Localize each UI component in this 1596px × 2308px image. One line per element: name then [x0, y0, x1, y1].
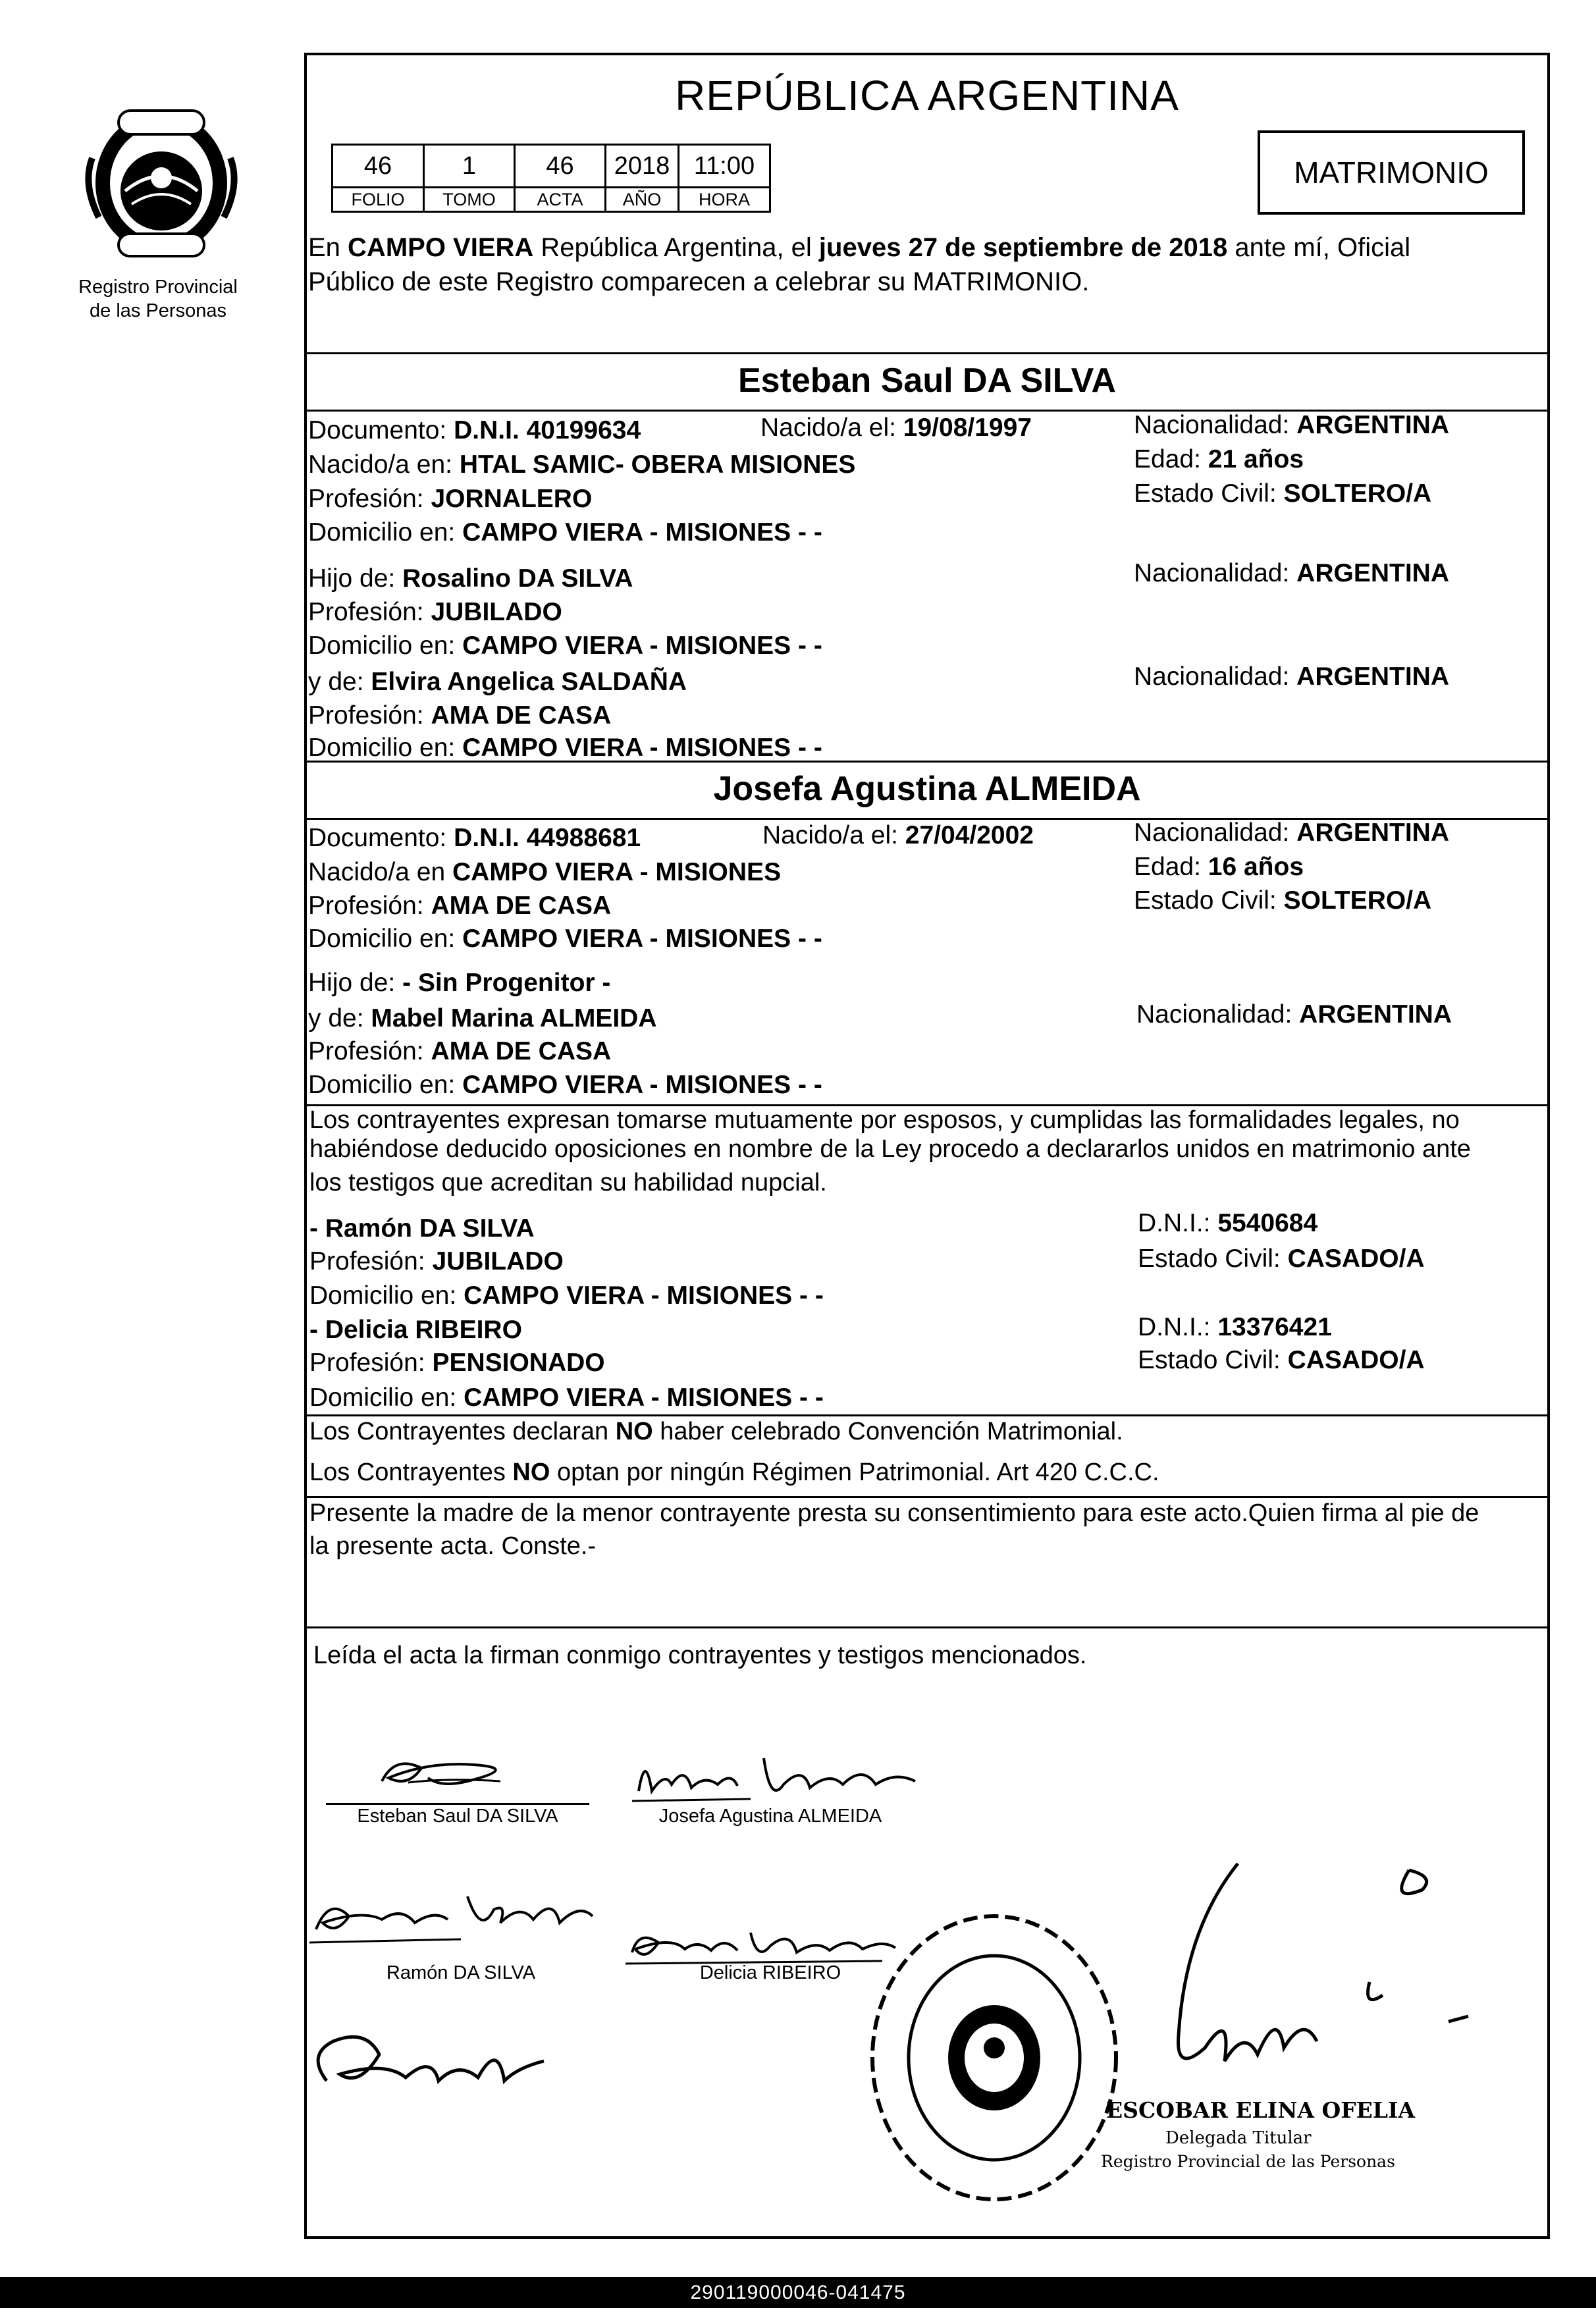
acta-value: 46	[515, 145, 606, 188]
declaration-line-1: Los contrayentes expresan tomarse mutuamente por esposos, y cumplidas las formalidades legales, no	[309, 1106, 1460, 1134]
regime-line-1: Los Contrayentes declaran NO haber celebrado Convención Matrimonial.	[309, 1418, 1123, 1445]
groom-mother-profession: Profesión: AMA DE CASA	[308, 701, 612, 730]
groom-father-nationality: Nacionalidad: ARGENTINA	[1134, 559, 1450, 587]
witness-1-dni: D.N.I.: 5540684	[1138, 1209, 1318, 1237]
witness-2-civil-status: Estado Civil: CASADO/A	[1138, 1346, 1425, 1374]
witness-1-civil-status: Estado Civil: CASADO/A	[1138, 1245, 1425, 1273]
bride-father: Hijo de: - Sin Progenitor -	[308, 969, 611, 997]
tomo-value: 1	[424, 145, 515, 188]
divider	[304, 1626, 1550, 1628]
anio-label: AÑO	[606, 188, 679, 212]
groom-mother-nationality: Nacionalidad: ARGENTINA	[1134, 662, 1450, 691]
declaration-line-2: habiéndose deducido oposiciones en nombre de la Ley procedo a declararlos unidos en matrimonio ante	[309, 1135, 1471, 1163]
witness-2-name: - Delicia RIBEIRO	[309, 1316, 522, 1344]
groom-mother: y de: Elvira Angelica SALDAÑA	[308, 668, 687, 696]
groom-address: Domicilio en: CAMPO VIERA - MISIONES - -	[308, 518, 822, 547]
bride-nationality: Nacionalidad: ARGENTINA	[1134, 819, 1450, 847]
document-id-footer: 290119000046-041475	[0, 2277, 1596, 2308]
hora-label: HORA	[679, 188, 770, 212]
bride-address: Domicilio en: CAMPO VIERA - MISIONES - -	[308, 925, 822, 953]
witness-1-signature-label: Ramón DA SILVA	[386, 1962, 536, 1983]
page-title: REPÚBLICA ARGENTINA	[675, 72, 1179, 119]
closing-statement: Leída el acta la firman conmigo contrayentes y testigos mencionados.	[313, 1642, 1087, 1669]
acta-label: ACTA	[515, 188, 606, 212]
bride-mother-profession: Profesión: AMA DE CASA	[308, 1037, 612, 1065]
groom-name: Esteban Saul DA SILVA	[737, 362, 1117, 400]
official-title: Delegada Titular	[1165, 2128, 1312, 2148]
witness-1-name: - Ramón DA SILVA	[309, 1214, 535, 1243]
groom-mother-address: Domicilio en: CAMPO VIERA - MISIONES - -	[308, 734, 822, 762]
groom-signature	[369, 1742, 527, 1801]
groom-civil-status: Estado Civil: SOLTERO/A	[1134, 479, 1432, 508]
witness-1-address: Domicilio en: CAMPO VIERA - MISIONES - -	[309, 1281, 824, 1310]
divider	[304, 352, 1550, 354]
official-name: ESCOBAR ELINA OFELIA	[1106, 2097, 1416, 2123]
witness-1-signature	[309, 1883, 619, 1956]
groom-birthplace: Nacido/a en: HTAL SAMIC- OBERA MISIONES	[308, 450, 856, 479]
intro-line-1: En CAMPO VIERA República Argentina, el jueves 27 de septiembre de 2018 ante mí, Oficial	[308, 233, 1411, 262]
witness-2-profession: Profesión: PENSIONADO	[309, 1349, 605, 1377]
groom-father-address: Domicilio en: CAMPO VIERA - MISIONES - -	[308, 631, 822, 660]
folio-value: 46	[332, 145, 424, 188]
witness-2-dni: D.N.I.: 13376421	[1138, 1313, 1332, 1341]
bride-birthplace: Nacido/a en CAMPO VIERA - MISIONES	[308, 858, 782, 886]
anio-value: 2018	[606, 145, 679, 188]
bride-signature	[632, 1745, 935, 1811]
declaration-line-3: los testigos que acreditan su habilidad nupcial.	[309, 1169, 827, 1196]
witness-1-profession: Profesión: JUBILADO	[309, 1247, 564, 1275]
groom-signature-line	[326, 1803, 589, 1805]
official-office: Registro Provincial de las Personas	[1101, 2152, 1395, 2171]
consenting-mother-signature	[307, 2015, 570, 2107]
groom-father-profession: Profesión: JUBILADO	[308, 598, 562, 626]
bride-mother-address: Domicilio en: CAMPO VIERA - MISIONES - -	[308, 1071, 822, 1099]
regime-line-2: Los Contrayentes NO optan por ningún Régimen Patrimonial. Art 420 C.C.C.	[309, 1459, 1159, 1486]
intro-line-2: Público de este Registro comparecen a celebrar su MATRIMONIO.	[308, 267, 1090, 296]
bride-document: Documento: D.N.I. 44988681	[308, 824, 641, 852]
witness-2-address: Domicilio en: CAMPO VIERA - MISIONES - -	[309, 1383, 824, 1412]
record-type-box: MATRIMONIO	[1258, 130, 1525, 215]
groom-profession: Profesión: JORNALERO	[308, 485, 593, 513]
bride-civil-status: Estado Civil: SOLTERO/A	[1134, 886, 1432, 915]
bride-birthdate: Nacido/a el: 27/04/2002	[762, 821, 1034, 849]
witness-2-signature-label: Delicia RIBEIRO	[699, 1962, 841, 1983]
provincial-seal-logo	[79, 99, 244, 263]
tomo-label: TOMO	[424, 188, 515, 212]
groom-signature-label: Esteban Saul DA SILVA	[357, 1806, 558, 1827]
bride-signature-label: Josefa Agustina ALMEIDA	[658, 1806, 882, 1827]
groom-nationality: Nacionalidad: ARGENTINA	[1134, 411, 1450, 439]
groom-birthdate: Nacido/a el: 19/08/1997	[760, 414, 1032, 442]
folio-table	[331, 144, 771, 213]
groom-document: Documento: D.N.I. 40199634	[308, 416, 641, 444]
groom-age: Edad: 21 años	[1134, 445, 1304, 473]
groom-father: Hijo de: Rosalino DA SILVA	[308, 564, 633, 593]
bride-mother-nationality: Nacionalidad: ARGENTINA	[1136, 1000, 1452, 1029]
bride-name: Josefa Agustina ALMEIDA	[713, 770, 1141, 808]
bride-profession: Profesión: AMA DE CASA	[308, 892, 612, 920]
registry-name: Registro Provincial de las Personas	[78, 277, 238, 321]
consent-line-1: Presente la madre de la menor contrayente presta su consentimiento para este acto.Quien firma al pie de	[309, 1499, 1479, 1527]
bride-mother: y de: Mabel Marina ALMEIDA	[308, 1004, 657, 1033]
bride-age: Edad: 16 años	[1134, 853, 1304, 881]
consent-line-2: la presente acta. Conste.-	[309, 1532, 597, 1560]
hora-value: 11:00	[679, 145, 770, 188]
folio-label: FOLIO	[332, 188, 424, 212]
